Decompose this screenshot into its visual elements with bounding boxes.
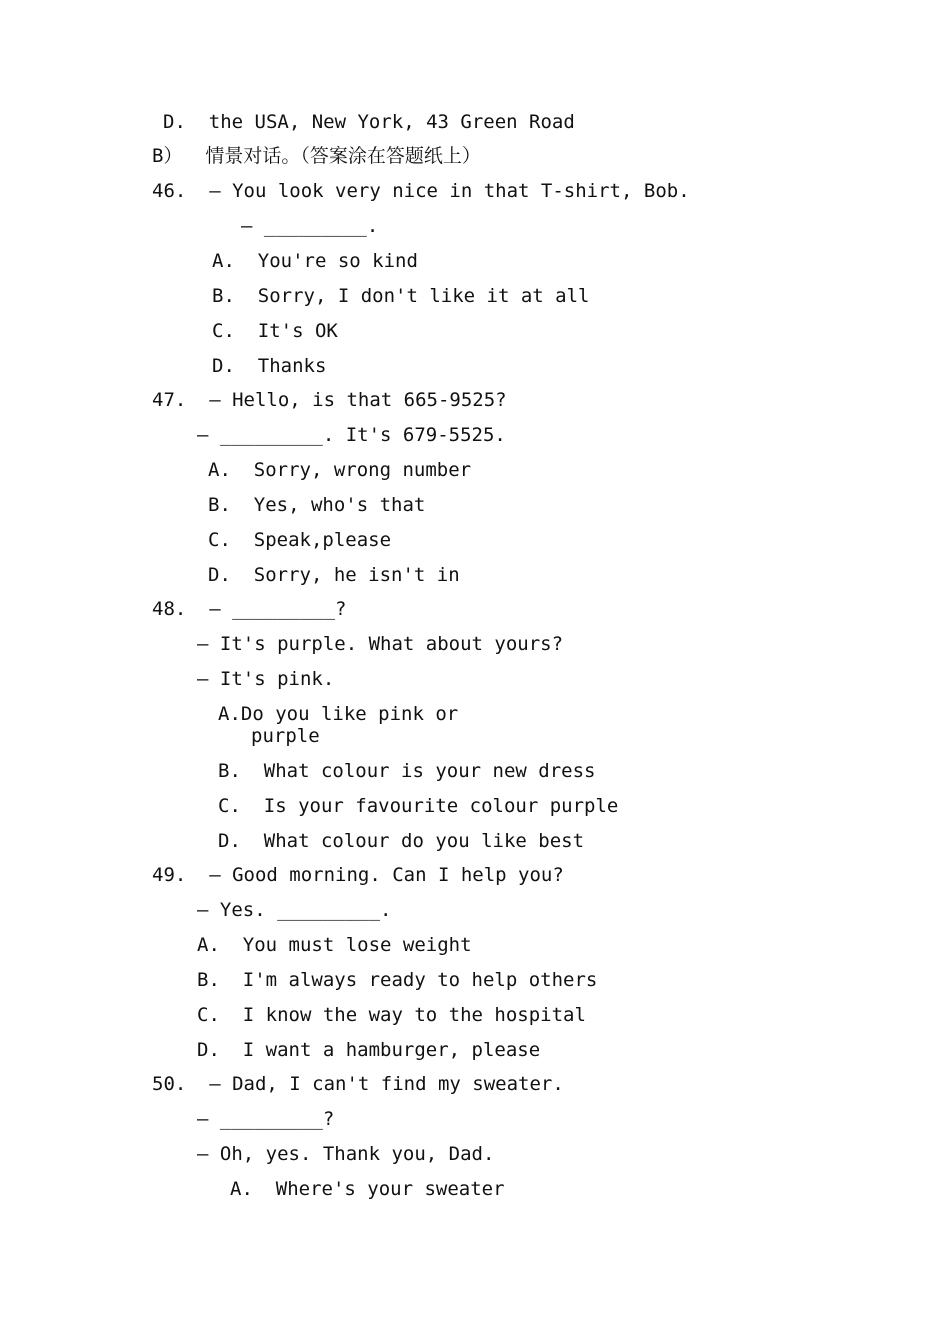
option-a: A.Do you like pink or	[218, 703, 459, 725]
option-d: D. I want a hamburger, please	[197, 1039, 541, 1061]
question-prompt: 49. — Good morning. Can I help you?	[152, 864, 564, 886]
option-b: B. I'm always ready to help others	[197, 969, 598, 991]
previous-option-d: D. the USA, New York, 43 Green Road	[163, 111, 575, 133]
question-reply: — _________. It's 679-5525.	[197, 424, 506, 446]
option-b: B. Sorry, I don't like it at all	[212, 285, 590, 307]
question-reply: — _________.	[241, 215, 379, 237]
option-c: C. Is your favourite colour purple	[218, 795, 619, 817]
dialogue-line: — It's purple. What about yours?	[197, 633, 564, 655]
option-a: A. You're so kind	[212, 250, 418, 272]
option-c: C. Speak,please	[208, 529, 392, 551]
question-reply: — Yes. _________.	[197, 899, 392, 921]
question-reply: — _________?	[197, 1108, 335, 1130]
option-d: D. Sorry, he isn't in	[208, 564, 460, 586]
dialogue-line: — Oh, yes. Thank you, Dad.	[197, 1143, 495, 1165]
option-b: B. What colour is your new dress	[218, 760, 596, 782]
option-a: A. You must lose weight	[197, 934, 472, 956]
section-b-heading: B） 情景对话。（答案涂在答题纸上）	[152, 145, 481, 167]
dialogue-line: — It's pink.	[197, 668, 335, 690]
option-c: C. It's OK	[212, 320, 338, 342]
question-prompt: 48. — _________?	[152, 598, 347, 620]
option-d: D. Thanks	[212, 355, 327, 377]
option-d: D. What colour do you like best	[218, 830, 585, 852]
option-a: A. Sorry, wrong number	[208, 459, 472, 481]
option-c: C. I know the way to the hospital	[197, 1004, 586, 1026]
question-prompt: 46. — You look very nice in that T-shirt, Bob.	[152, 180, 690, 202]
option-a: A. Where's your sweater	[230, 1178, 505, 1200]
question-prompt: 47. — Hello, is that 665-9525?	[152, 389, 507, 411]
option-b: B. Yes, who's that	[208, 494, 426, 516]
option-a-continued: purple	[251, 725, 320, 747]
question-prompt: 50. — Dad, I can't find my sweater.	[152, 1073, 564, 1095]
